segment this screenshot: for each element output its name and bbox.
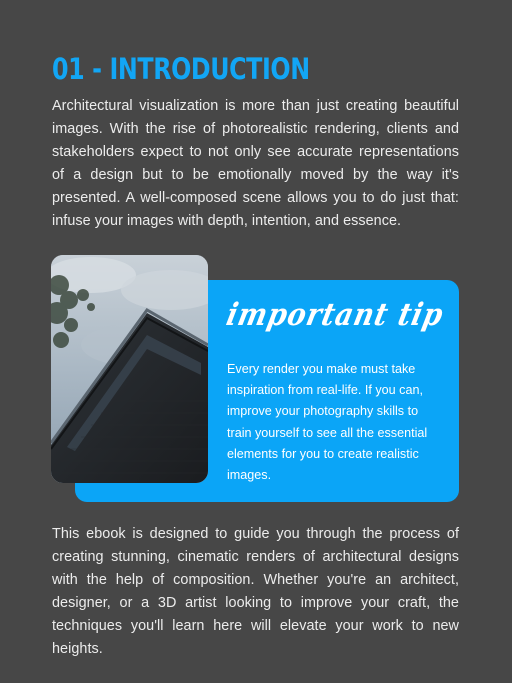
section-heading: 01 - INTRODUCTION <box>52 52 310 86</box>
intro-paragraph: Architectural visualization is more than just creating beautiful images. With the rise of photorealistic rendering, clients and stakeholders expect to not only see accurate representations of a design but to be emotionally moved by the way it's presented. A well-composed scene allows you to do just that: infuse your images with depth, intention, and essence. <box>52 98 459 230</box>
tip-body: Every render you make must take inspiration from real-life. If you can, improve your photography skills to train yourself to see all the essential elements for you to create realistic images. <box>227 362 428 483</box>
closing-paragraph: This ebook is designed to guide you through the process of creating stunning, cinematic renders of architectural designs with the help of composition. Whether you're an architect, designer, or a 3D artist looking to improve your craft, the techniques you'll learn here will elevate your work to new heights. <box>52 526 459 658</box>
tip-title: important tip <box>223 297 447 334</box>
building-photo <box>51 255 208 483</box>
